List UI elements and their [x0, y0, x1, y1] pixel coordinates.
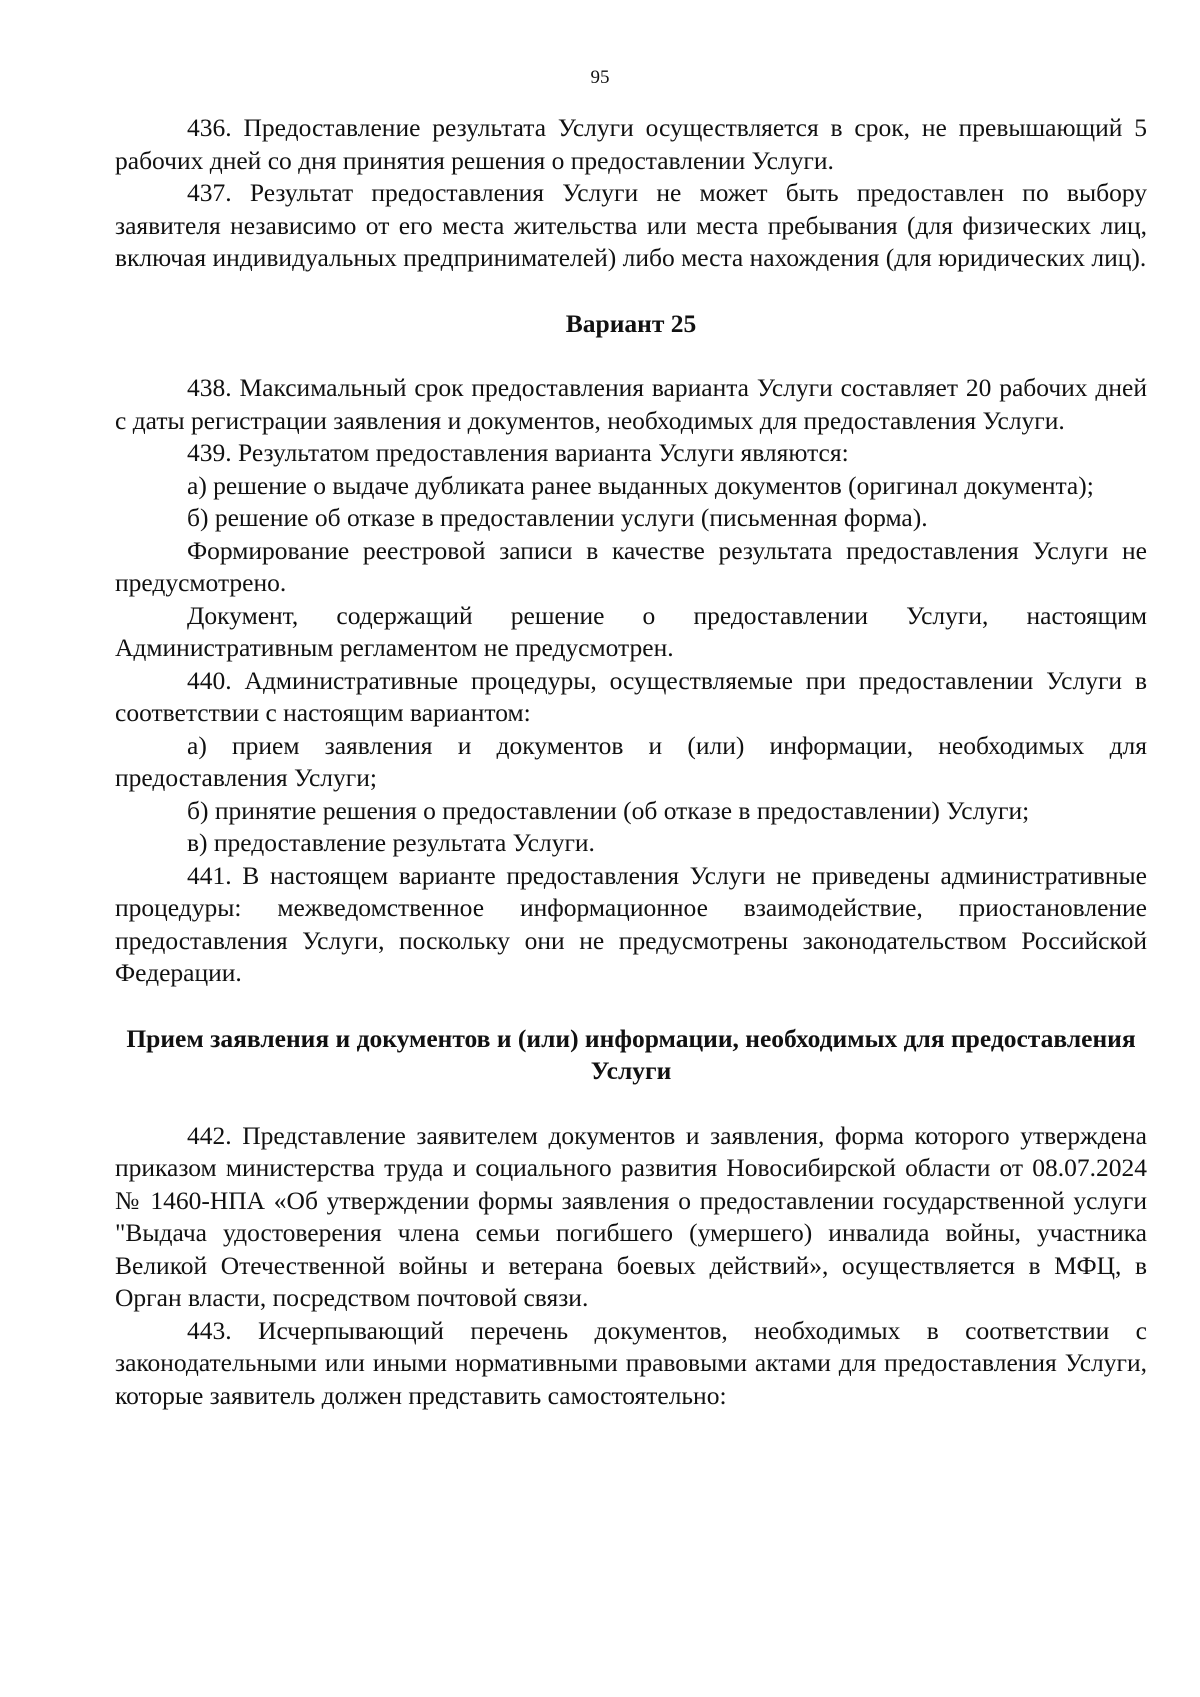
heading-application-reception: Прием заявления и документов и (или) информации, необходимых для предоставления Услуги [126, 1023, 1136, 1085]
paragraph-441: 441. В настоящем варианте предоставления Услуги не приведены административные процедуры: межведомственное информационное взаимодействие, приостановление предоставления Услуги, поскольку они не предусмотрены законодательством Российской Федерации. [115, 860, 1147, 987]
spacer [115, 990, 1147, 1023]
procedure-item-a: а) прием заявления и документов и (или) информации, необходимых для предоставления Услуги; [115, 730, 1147, 792]
procedure-item-b: б) принятие решения о предоставлении (об отказе в предоставлении) Услуги; [187, 795, 1030, 825]
paragraph-437: 437. Результат предоставления Услуги не может быть предоставлен по выбору заявителя независимо от его места жительства или места пребывания (для физических лиц, включая индивидуальных предпринимателей) либо места нахождения (для юридических лиц). [115, 178, 1147, 272]
paragraph-registry-record: Формирование реестровой записи в качестве результата предоставления Услуги не предусмотрено. [115, 535, 1147, 597]
paragraph-decision-document: Документ, содержащий решение о предоставлении Услуги, настоящим Административным регламентом не предусмотрен. [115, 600, 1147, 662]
heading-variant-25: Вариант 25 [565, 308, 697, 338]
paragraph-439: 439. Результатом предоставления варианта Услуги являются: [187, 438, 849, 467]
spacer [115, 1088, 1147, 1120]
paragraph-442: 442. Представление заявителем документов и заявления, форма которого утверждена приказом министерства труда и социального развития Новосибирской области от 08.07.2024 № 1460-НПА «Об утверждении формы заявления о предоставлении государственной услуги "Выдача удостоверения члена семьи погибшего (умершего) инвалида войны, участника Великой Отечественной войны и ветерана боевых действий», осуществляется в МФЦ, в Орган власти, посредством почтовой связи. [115, 1120, 1147, 1312]
list-item-b: б) решение об отказе в предоставлении услуги (письменная форма). [187, 503, 928, 532]
paragraph-440: 440. Административные процедуры, осуществляемые при предоставлении Услуги в соответствии с настоящим вариантом: [115, 665, 1147, 727]
page-number: 95 [590, 67, 610, 88]
procedure-item-c: в) предоставление результата Услуги. [187, 828, 595, 857]
list-item-a: а) решение о выдаче дубликата ранее выданных документов (оригинал документа); [187, 470, 1094, 500]
spacer [115, 340, 1147, 372]
paragraph-443: 443. Исчерпывающий перечень документов, необходимых в соответствии с законодательными или иными нормативными правовыми актами для предоставления Услуги, которые заявитель должен представить самостоятельно: [115, 1315, 1147, 1410]
spacer [115, 275, 1147, 308]
document-body [115, 112, 1147, 1412]
paragraph-438: 438. Максимальный срок предоставления варианта Услуги составляет 20 рабочих дней с даты регистрации заявления и документов, необходимых для предоставления Услуги. [115, 373, 1147, 435]
paragraph-436: 436. Предоставление результата Услуги осуществляется в срок, не превышающий 5 рабочих дней со дня принятия решения о предоставлении Услуги. [115, 113, 1147, 175]
